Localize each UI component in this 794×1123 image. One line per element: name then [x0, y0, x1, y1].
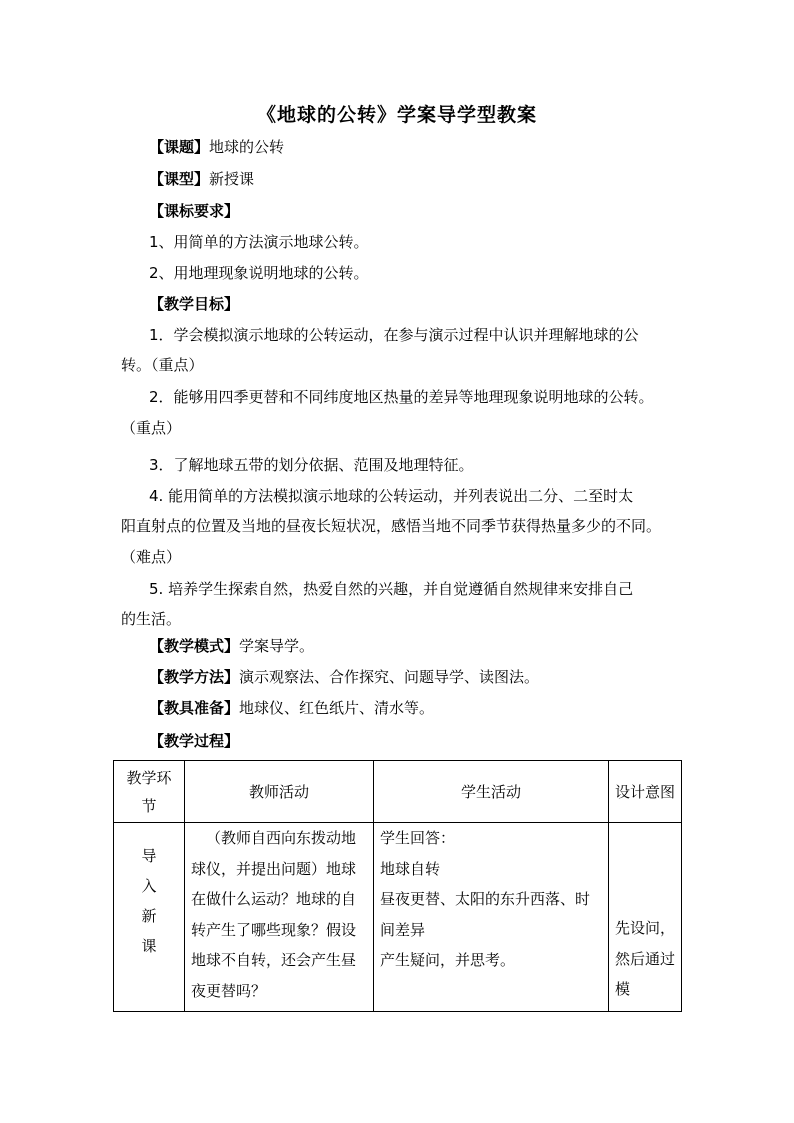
topic-value: 地球的公转 — [209, 138, 285, 156]
teaching-process-table — [113, 760, 682, 1012]
goal-4-line-2: 阳直射点的位置及当地的昼夜长短状况，感悟当地不同季节获得热量多少的不同。 — [121, 517, 662, 535]
goal-5-line-1 — [121, 579, 681, 599]
process-heading — [121, 731, 681, 751]
tools-line — [121, 698, 681, 718]
type-label: 【课型】 — [149, 170, 210, 188]
goals-label: 【教学目标】 — [149, 295, 240, 313]
goal-text: 5. 培养学生探索自然，热爱自然的兴趣，并自觉遵循自然规律来安排自己 — [149, 580, 634, 598]
type-value: 新授课 — [209, 170, 255, 188]
type-line — [121, 169, 681, 189]
mode-label: 【教学模式】 — [149, 637, 240, 655]
design-intent-text: 先设问，然后通过模 — [615, 919, 676, 998]
teacher-activity-text: （教师自西向东拨动地球仪，并提出问题）地球在做什么运动？地球的自转产生了哪些现象？假设地球不自转，还会产生昼夜更替吗？ — [191, 829, 357, 1000]
table-header-row — [114, 761, 682, 823]
goal-text: 1．学会模拟演示地球的公转运动，在参与演示过程中认识并理解地球的公 — [149, 326, 639, 344]
cell-student — [374, 823, 609, 1012]
standards-label: 【课标要求】 — [149, 202, 240, 220]
goal-text: 4. 能用简单的方法模拟演示地球的公转运动，并列表说出二分、二至时太 — [149, 487, 634, 505]
standards-heading — [121, 201, 681, 221]
goal-text: 3．了解地球五带的划分依据、范围及地理特征。 — [149, 456, 474, 474]
tools-label: 【教具准备】 — [149, 699, 240, 717]
document-title: 《地球的公转》学案导学型教案 — [256, 104, 537, 126]
goal-1-line-1 — [121, 325, 681, 345]
table-row — [114, 823, 682, 1012]
student-line: 产生疑问，并思考。 — [380, 951, 516, 969]
standard-text: 1、用简单的方法演示地球公转。 — [149, 233, 369, 251]
topic-line — [121, 137, 681, 157]
standard-text: 2、用地理现象说明地球的公转。 — [149, 264, 369, 282]
goal-4-line-1 — [121, 486, 681, 506]
standard-item — [121, 263, 681, 283]
mode-value: 学案导学。 — [239, 637, 315, 655]
header-design: 设计意图 — [609, 761, 682, 823]
student-line: 昼夜更替、太阳的东升西落、时间差异 — [380, 890, 591, 939]
header-student: 学生活动 — [374, 761, 609, 823]
tools-value: 地球仪、红色纸片、清水等。 — [239, 699, 435, 717]
goal-4-line-3: （难点） — [121, 548, 182, 566]
cell-design — [609, 823, 682, 1012]
student-line: 学生回答： — [380, 829, 456, 847]
standard-item — [121, 232, 681, 252]
student-line: 地球自转 — [380, 859, 441, 878]
goal-2-line-2: （重点） — [121, 419, 182, 437]
header-stage: 教学环节 — [114, 761, 185, 823]
mode-line — [121, 636, 681, 656]
header-teacher: 教师活动 — [185, 761, 374, 823]
method-line — [121, 667, 681, 687]
goal-3 — [121, 455, 681, 475]
method-label: 【教学方法】 — [149, 668, 240, 686]
cell-teacher — [185, 823, 374, 1012]
goal-text: 2．能够用四季更替和不同纬度地区热量的差异等地理现象说明地球的公转。 — [149, 388, 654, 406]
goal-5-line-2: 的生活。 — [121, 610, 182, 628]
goal-1-line-2: 转。（重点） — [121, 356, 204, 374]
cell-stage — [114, 823, 185, 1012]
method-value: 演示观察法、合作探究、问题导学、读图法。 — [239, 668, 540, 686]
goals-heading — [121, 294, 681, 314]
stage-text: 导入新课 — [141, 847, 157, 955]
topic-label: 【课题】 — [149, 138, 210, 156]
goal-2-line-1 — [121, 387, 681, 407]
process-label: 【教学过程】 — [149, 732, 240, 750]
